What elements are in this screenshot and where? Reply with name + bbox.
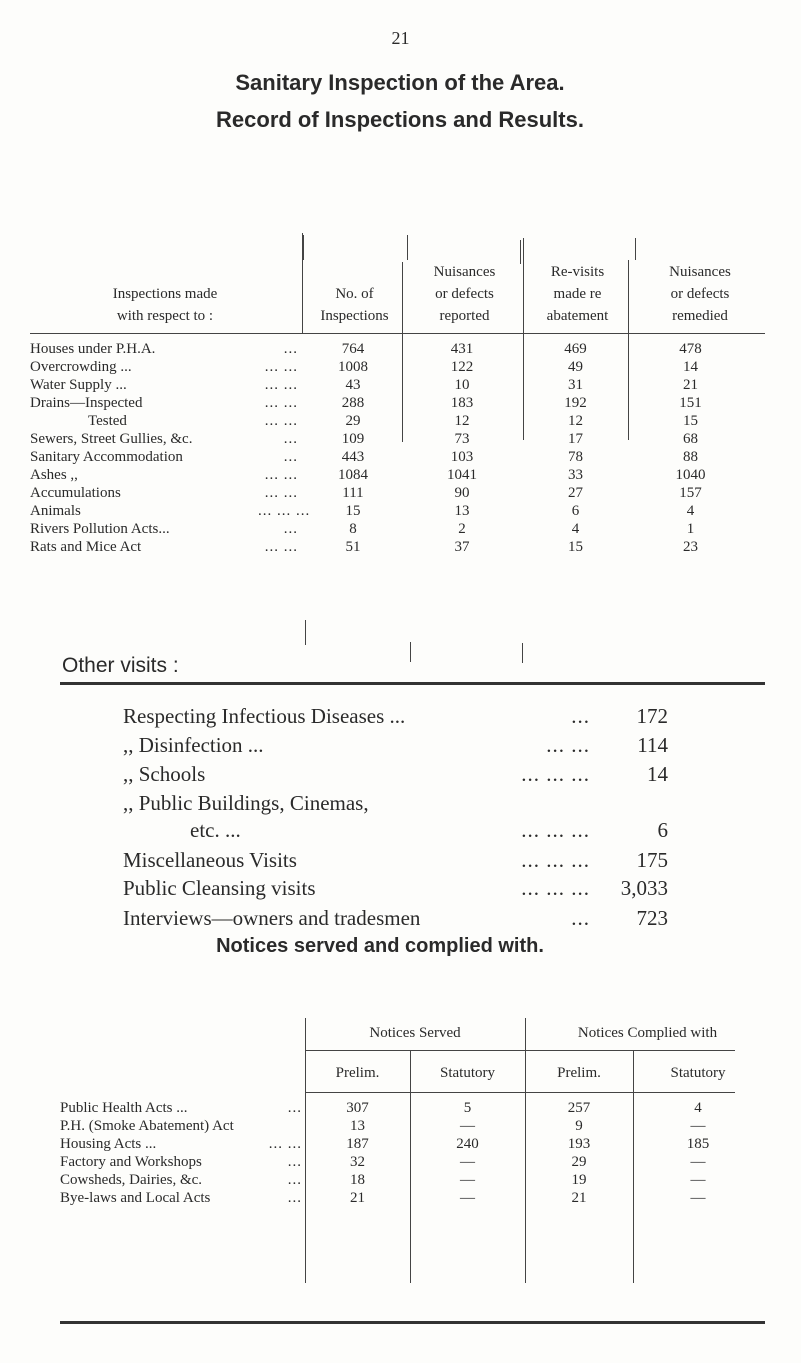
cell-complied-prelim: 193 bbox=[567, 1136, 591, 1152]
other-visit-value: 6 bbox=[657, 818, 668, 842]
cell-complied-statutory: — bbox=[690, 1172, 706, 1188]
cell-complied-statutory: 4 bbox=[694, 1100, 702, 1116]
notices-row-label: Factory and Workshops bbox=[60, 1154, 202, 1170]
cell-revisits: 4 bbox=[571, 521, 580, 537]
cell-remedied: 157 bbox=[679, 485, 702, 501]
table-row-label: Water Supply ... bbox=[30, 377, 127, 393]
cell-remedied: 1040 bbox=[675, 467, 706, 483]
notices-row-dots: ... bbox=[287, 1100, 302, 1116]
other-visit-value: 175 bbox=[636, 848, 668, 872]
cell-revisits: 17 bbox=[568, 431, 583, 447]
cell-remedied: 1 bbox=[686, 521, 695, 537]
cell-reported: 183 bbox=[450, 395, 474, 411]
other-visit-label: Interviews—owners and tradesmen bbox=[123, 906, 421, 930]
table-row-label: Rivers Pollution Acts... bbox=[30, 521, 170, 537]
cell-inspections: 43 bbox=[345, 377, 361, 393]
cell-served-prelim: 32 bbox=[350, 1154, 365, 1170]
header-inspections-made: Inspections made with respect to : bbox=[112, 286, 218, 324]
cell-remedied: 4 bbox=[686, 503, 695, 519]
other-visit-label: ,, Public Buildings, Cinemas, bbox=[123, 791, 369, 815]
cell-served-prelim: 307 bbox=[346, 1100, 369, 1116]
notices-row-dots: ... bbox=[287, 1172, 302, 1188]
notices-title: Notices served and complied with. bbox=[216, 935, 544, 957]
cell-served-statutory: — bbox=[460, 1172, 475, 1188]
cell-remedied: 151 bbox=[679, 395, 702, 411]
cell-reported: 431 bbox=[450, 341, 474, 357]
other-visit-dots: ... ... ... bbox=[521, 818, 590, 842]
cell-served-prelim: 21 bbox=[350, 1190, 365, 1206]
table-row-label: Animals bbox=[30, 503, 81, 519]
header-revisits: Re-visits made re abatement bbox=[546, 264, 609, 324]
notices-row-dots: ... bbox=[287, 1154, 302, 1170]
header-no-of-inspections: No. of Inspections bbox=[320, 286, 389, 324]
row-leader-dots: ... ... bbox=[264, 467, 298, 483]
cell-complied-prelim: 29 bbox=[571, 1154, 587, 1170]
cell-reported: 12 bbox=[454, 413, 470, 429]
cell-served-prelim: 13 bbox=[350, 1118, 365, 1134]
cell-remedied: 23 bbox=[683, 539, 698, 555]
served-statutory-header: Statutory bbox=[440, 1065, 495, 1081]
other-visit-value: 3,033 bbox=[620, 876, 668, 900]
notices-served-header: Notices Served bbox=[369, 1025, 461, 1041]
cell-reported: 2 bbox=[458, 521, 466, 537]
row-leader-dots: ... ... bbox=[264, 413, 298, 429]
complied-prelim-header: Prelim. bbox=[557, 1065, 601, 1081]
cell-served-statutory: — bbox=[460, 1154, 475, 1170]
cell-complied-prelim: 21 bbox=[571, 1190, 587, 1206]
cell-revisits: 12 bbox=[568, 413, 583, 429]
notices-complied-header: Notices Complied with bbox=[577, 1025, 718, 1041]
other-visit-label: ,, Schools bbox=[123, 762, 206, 786]
cell-served-statutory: — bbox=[460, 1190, 475, 1206]
cell-remedied: 14 bbox=[683, 359, 698, 375]
cell-complied-statutory: 185 bbox=[686, 1136, 710, 1152]
header-nuisances-reported: Nuisances or defects reported bbox=[433, 264, 496, 324]
table-row-label: Tested bbox=[88, 413, 127, 429]
table-row-label: Drains—Inspected bbox=[30, 395, 143, 411]
table-row-label: Sanitary Accommodation bbox=[30, 449, 183, 465]
cell-remedied: 68 bbox=[683, 431, 698, 447]
cell-remedied: 478 bbox=[679, 341, 702, 357]
row-leader-dots: ... ... bbox=[264, 377, 298, 393]
table-row-label: Accumulations bbox=[30, 485, 121, 501]
other-visit-dots: ... ... ... bbox=[521, 762, 590, 786]
page-subtitle: Record of Inspections and Results. bbox=[216, 107, 584, 132]
cell-served-prelim: 18 bbox=[350, 1172, 365, 1188]
cell-reported: 122 bbox=[450, 359, 474, 375]
table-row-label: Houses under P.H.A. bbox=[30, 341, 156, 357]
cell-revisits: 78 bbox=[568, 449, 583, 465]
row-leader-dots: ... ... bbox=[264, 539, 298, 555]
row-leader-dots: ... bbox=[283, 431, 298, 447]
cell-remedied: 88 bbox=[683, 449, 698, 465]
other-visit-label: ,, Disinfection ... bbox=[123, 733, 264, 757]
cell-revisits: 49 bbox=[568, 359, 583, 375]
table-row-label: Rats and Mice Act bbox=[30, 539, 142, 555]
other-visits-heading: Other visits : bbox=[62, 654, 179, 677]
cell-served-statutory: 240 bbox=[456, 1136, 479, 1152]
row-leader-dots: ... bbox=[283, 521, 298, 537]
cell-reported: 103 bbox=[450, 449, 474, 465]
other-visit-label: etc. ... bbox=[190, 818, 241, 842]
other-visit-value: 14 bbox=[647, 762, 668, 786]
cell-inspections: 1008 bbox=[338, 359, 368, 375]
notices-row-dots: ... bbox=[287, 1190, 302, 1206]
cell-revisits: 192 bbox=[564, 395, 587, 411]
cell-served-statutory: — bbox=[460, 1118, 475, 1134]
cell-served-statutory: 5 bbox=[463, 1100, 472, 1116]
cell-inspections: 1084 bbox=[338, 467, 368, 483]
cell-revisits: 15 bbox=[568, 539, 583, 555]
other-visit-dots: ... bbox=[571, 704, 590, 728]
cell-inspections: 51 bbox=[345, 539, 361, 555]
cell-reported: 37 bbox=[454, 539, 470, 555]
row-leader-dots: ... ... ... bbox=[258, 503, 311, 519]
cell-complied-prelim: 9 bbox=[575, 1118, 583, 1134]
cell-reported: 73 bbox=[454, 431, 470, 447]
cell-revisits: 6 bbox=[571, 503, 580, 519]
cell-complied-prelim: 19 bbox=[571, 1172, 587, 1188]
page-title: Sanitary Inspection of the Area. bbox=[235, 70, 565, 95]
cell-reported: 1041 bbox=[447, 467, 477, 483]
complied-statutory-header: Statutory bbox=[670, 1065, 726, 1081]
cell-revisits: 33 bbox=[568, 467, 583, 483]
cell-inspections: 15 bbox=[345, 503, 361, 519]
row-leader-dots: ... ... bbox=[264, 395, 298, 411]
notices-row-label: Housing Acts ... bbox=[60, 1136, 157, 1152]
cell-complied-statutory: — bbox=[690, 1154, 706, 1170]
cell-complied-prelim: 257 bbox=[567, 1100, 591, 1116]
table-row-label: Overcrowding ... bbox=[30, 359, 132, 375]
served-prelim-header: Prelim. bbox=[335, 1065, 380, 1081]
cell-inspections: 111 bbox=[342, 485, 364, 501]
other-visit-dots: ... ... ... bbox=[521, 876, 590, 900]
cell-remedied: 21 bbox=[683, 377, 698, 393]
notices-row-label: Bye-laws and Local Acts bbox=[60, 1190, 211, 1206]
other-visit-label: Miscellaneous Visits bbox=[123, 848, 297, 872]
cell-complied-statutory: — bbox=[690, 1190, 706, 1206]
cell-reported: 13 bbox=[454, 503, 470, 519]
cell-complied-statutory: — bbox=[690, 1118, 706, 1134]
header-nuisances-remedied: Nuisances or defects remedied bbox=[669, 264, 731, 324]
notices-row-dots: ... ... bbox=[268, 1136, 302, 1152]
other-visit-dots: ... bbox=[571, 906, 590, 930]
row-leader-dots: ... bbox=[283, 449, 298, 465]
cell-reported: 10 bbox=[454, 377, 470, 393]
table-row-label: Ashes ,, bbox=[30, 467, 78, 483]
row-leader-dots: ... ... bbox=[264, 485, 298, 501]
notices-row-label: Cowsheds, Dairies, &c. bbox=[60, 1172, 203, 1188]
cell-revisits: 31 bbox=[568, 377, 583, 393]
row-leader-dots: ... bbox=[283, 341, 298, 357]
table-row-label: Sewers, Street Gullies, &c. bbox=[30, 431, 193, 447]
cell-inspections: 443 bbox=[341, 449, 365, 465]
cell-revisits: 27 bbox=[568, 485, 583, 501]
notices-row-label: Public Health Acts ... bbox=[60, 1100, 188, 1116]
cell-inspections: 29 bbox=[345, 413, 361, 429]
cell-remedied: 15 bbox=[683, 413, 698, 429]
cell-served-prelim: 187 bbox=[346, 1136, 369, 1152]
other-visit-value: 172 bbox=[636, 704, 668, 728]
cell-revisits: 469 bbox=[564, 341, 587, 357]
other-visit-label: Public Cleansing visits bbox=[123, 876, 316, 900]
cell-inspections: 288 bbox=[341, 395, 365, 411]
cell-reported: 90 bbox=[454, 485, 470, 501]
notices-row-label: P.H. (Smoke Abatement) Act bbox=[60, 1118, 234, 1134]
cell-inspections: 764 bbox=[341, 341, 365, 357]
page-number: 21 bbox=[391, 28, 410, 48]
cell-inspections: 8 bbox=[349, 521, 357, 537]
other-visit-label: Respecting Infectious Diseases ... bbox=[123, 704, 406, 728]
other-visit-value: 114 bbox=[637, 733, 668, 757]
other-visit-dots: ... ... bbox=[546, 733, 590, 757]
other-visit-value: 723 bbox=[636, 906, 668, 930]
row-leader-dots: ... ... bbox=[264, 359, 298, 375]
other-visit-dots: ... ... ... bbox=[521, 848, 590, 872]
cell-inspections: 109 bbox=[341, 431, 365, 447]
